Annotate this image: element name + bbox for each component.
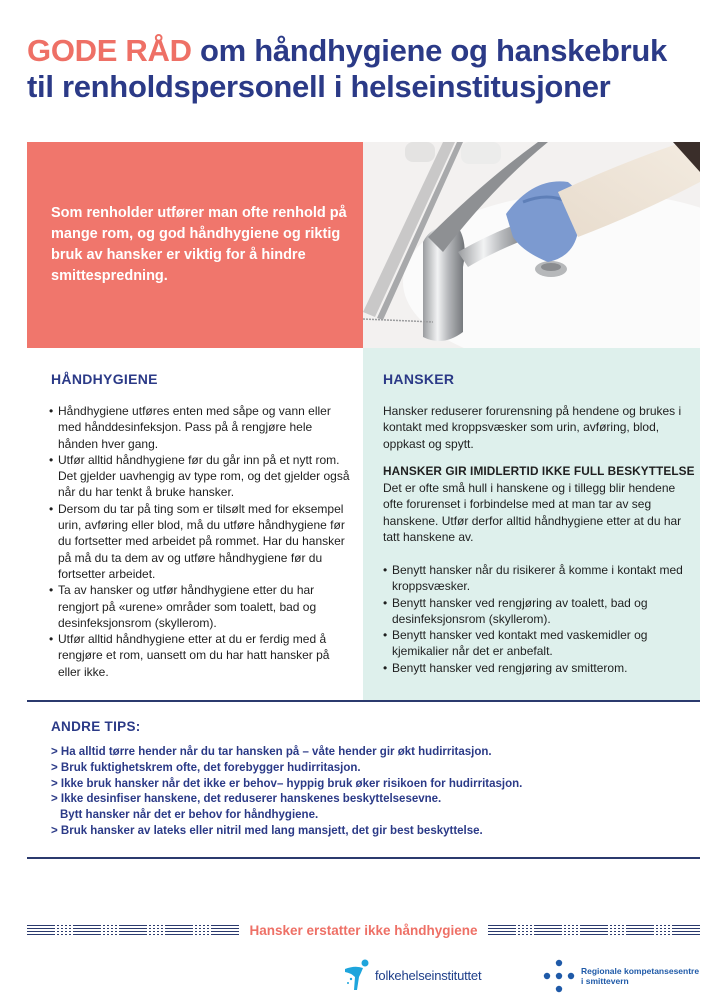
tip-item bbox=[51, 761, 691, 777]
divider-top bbox=[27, 700, 700, 702]
list-item: • Utfør alltid håndhygiene før du går inn på et nytt rom. Det gjelder uavhengig av type rom, og det gjelder også når du har tenkt å bruke hansker. bbox=[49, 452, 354, 501]
intro-panel bbox=[27, 142, 363, 348]
fhi-figure-icon bbox=[343, 959, 371, 991]
intro-text: Som renholder utfører man ofte renhold på mange rom, og god håndhygiene og riktig bruk av hansker er viktig for å hindre smittespredning. bbox=[51, 205, 347, 284]
tips-title: ANDRE TIPS: bbox=[51, 719, 141, 734]
tip-text: > Bruk hansker av lateks eller nitril med lang mansjett, det gir best beskyttelse. bbox=[51, 824, 483, 837]
rk-logo-line1: Regionale kompetansesentre bbox=[581, 966, 700, 976]
hansker-section bbox=[363, 348, 700, 700]
tip-item bbox=[51, 745, 691, 761]
decorative-lines-left bbox=[27, 925, 239, 935]
list-item: • Utfør alltid håndhygiene etter at du er ferdig med å rengjøre et rom, uansett om du har hatt hansker på eller ikke. bbox=[49, 631, 354, 680]
slogan-banner bbox=[27, 920, 700, 940]
hero-photo bbox=[363, 142, 700, 348]
handhygiene-title: HÅNDHYGIENE bbox=[51, 371, 158, 387]
tip-item bbox=[51, 777, 691, 793]
handhygiene-section bbox=[27, 348, 363, 700]
divider-bottom bbox=[27, 857, 700, 859]
fhi-logo-text: folkehelseinstituttet bbox=[375, 967, 482, 983]
list-item: • Håndhygiene utføres enten med såpe og vann eller med hånddesinfeksjon. Pass på å rengjøre hele hånden hver gang. bbox=[49, 403, 354, 452]
list-item: • Benytt hansker ved rengjøring av toalett, bad og desinfeksjonsrom (skyllerom). bbox=[383, 595, 695, 628]
tips-list bbox=[51, 745, 691, 840]
fhi-logo bbox=[343, 957, 481, 993]
hansker-title: HANSKER bbox=[383, 371, 455, 387]
title-line1: om håndhygiene og hanskebruk bbox=[191, 33, 667, 68]
handhygiene-list bbox=[49, 403, 354, 680]
tip-text: > Ha alltid tørre hender når du tar hansken på – våte hender gir økt hudirritasjon. bbox=[51, 746, 492, 758]
tip-continuation: Bytt hansker når det er behov for håndhygiene. bbox=[60, 809, 319, 822]
faucet-cleaning-illustration bbox=[363, 142, 700, 348]
hansker-list bbox=[383, 562, 695, 676]
tip-text: > Ikke bruk hansker når det ikke er behov– hyppig bruk øker risikoen for hudirritasjon. bbox=[51, 777, 523, 790]
hansker-intro: Hansker reduserer forurensning på hendene og brukes i kontakt med kroppsvæsker som urin, avføring, blod, oppkast og spytt. bbox=[383, 404, 682, 451]
tip-text: > Bruk fuktighetskrem ofte, det forebygger hudirritasjon. bbox=[51, 761, 361, 774]
rk-logo bbox=[543, 956, 699, 996]
rk-logo-text bbox=[581, 966, 699, 986]
list-item: • Benytt hansker ved rengjøring av smitterom. bbox=[383, 660, 695, 676]
decorative-lines-right bbox=[488, 925, 700, 935]
list-item: • Dersom du tar på ting som er tilsølt med for eksempel urin, avføring eller blod, må du utføre håndhygiene før du fortsetter med arbeidet på rommet. Har du hansker på må du ta dem av og utføre håndhygiene før du fortsetter arbeidet. bbox=[49, 501, 354, 582]
list-item: • Benytt hansker ved kontakt med vaskemidler og kjemikalier når det er anbefalt. bbox=[383, 627, 695, 660]
rk-logo-line2: i smittevern bbox=[581, 976, 629, 986]
list-item: • Benytt hansker når du risikerer å komme i kontakt med kroppsvæsker. bbox=[383, 562, 695, 595]
slogan-text: Hansker erstatter ikke håndhygiene bbox=[249, 922, 478, 938]
hansker-subheading: HANSKER GIR IMIDLERTID IKKE FULL BESKYTTELSE bbox=[383, 464, 695, 478]
page-title bbox=[27, 33, 717, 105]
tip-item bbox=[51, 824, 691, 840]
rk-dots-icon bbox=[543, 959, 575, 993]
tip-item bbox=[51, 792, 691, 824]
title-accent: GODE RÅD bbox=[27, 33, 192, 68]
hansker-body: Det er ofte små hull i hanskene og i tillegg blir hendene ofte forurenset i forbindelse med at man tar av seg hanskene. Utfør derfor alltid håndhygiene etter at du har tatt hanskene av. bbox=[383, 481, 682, 544]
title-line2: til renholdspersonell i helseinstitusjoner bbox=[27, 69, 611, 104]
tip-text: > Ikke desinfiser hanskene, det reduserer hanskenes beskyttelsesevne. bbox=[51, 793, 442, 806]
list-item: • Ta av hansker og utfør håndhygiene etter du har rengjort på «urene» områder som toalett, bad og desinfeksjonsrom (skyllerom). bbox=[49, 582, 354, 631]
